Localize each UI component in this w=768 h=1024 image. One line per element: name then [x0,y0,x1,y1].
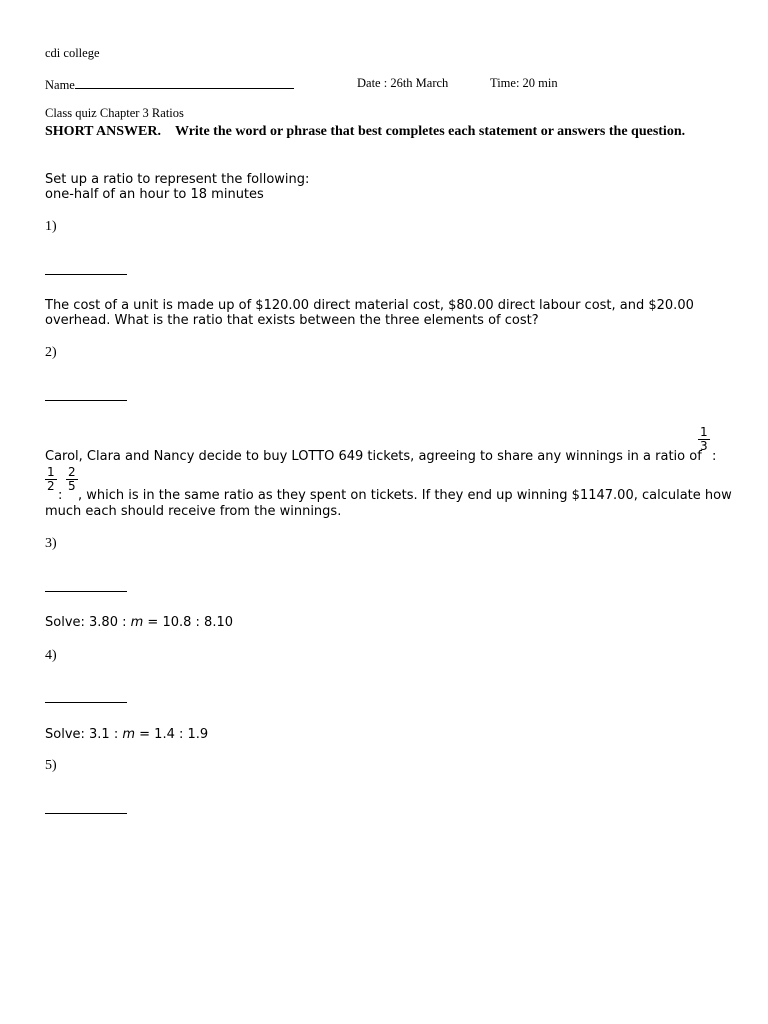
section-instructions [45,123,705,141]
name-blank[interactable] [75,76,294,89]
q3-answer-blank[interactable] [45,579,127,597]
q3-prompt-start: Carol, Clara and Nancy decide to buy LOTTO 649 tickets, agreeing to share any winnings in a ratio of [45,449,702,464]
q4-prompt-suffix: = 10.8 : 8.10 [143,615,233,630]
q1-answer-blank[interactable] [45,262,127,280]
q1-prompt-line1: Set up a ratio to represent the following: [45,172,310,187]
q1-prompt-line2: one-half of an hour to 18 minutes [45,187,264,202]
q3-colon-1: : [712,449,717,464]
q3-prompt-end-line2: much each should receive from the winnings. [45,504,342,519]
q3-prompt-end-line1: , which is in the same ratio as they spent on tickets. If they end up winning $1147.00, calculate how [78,488,732,503]
instructions-text: Write the word or phrase that best completes each statement or answers the question. [174,124,686,139]
q4-prompt-prefix: Solve: 3.80 : [45,615,131,630]
section-label: SHORT ANSWER. [45,124,161,139]
q2-number: 2) [45,345,57,360]
quiz-date: Date : 26th March [357,76,449,90]
q4-answer-blank[interactable] [45,690,127,708]
q5-answer-blank[interactable] [45,801,127,819]
name-label: Name [45,78,75,92]
quiz-title: Class quiz Chapter 3 Ratios [45,106,184,120]
q3-number: 3) [45,536,57,551]
name-field[interactable] [45,76,294,93]
q3-fraction-two-fifths: $\frac{2}{5}$ [68,465,76,493]
q4-variable: m [130,615,144,630]
q2-prompt: The cost of a unit is made up of $120.00 direct material cost, $80.00 direct labour cost, and $20.00 overhead. What is the ratio that exists between the three elements of cost? [45,298,694,328]
q5-number: 5) [45,758,57,773]
q5-prompt-suffix: = 1.4 : 1.9 [135,727,209,742]
q2-answer-blank[interactable] [45,388,127,406]
quiz-time: Time: 20 min [490,76,558,90]
q3-fraction-one-half: $\frac{1}{2}$ [47,465,55,493]
q1-number: 1) [45,219,57,234]
q3-colon-2: : [58,488,63,503]
q4-prompt [45,615,233,630]
q5-prompt-prefix: Solve: 3.1 : [45,727,123,742]
q4-number: 4) [45,648,57,663]
q5-prompt [45,727,208,742]
q3-fraction-one-third: $\frac{1}{3}$ [700,425,708,453]
q5-variable: m [122,727,136,742]
college-name: cdi college [45,46,100,60]
